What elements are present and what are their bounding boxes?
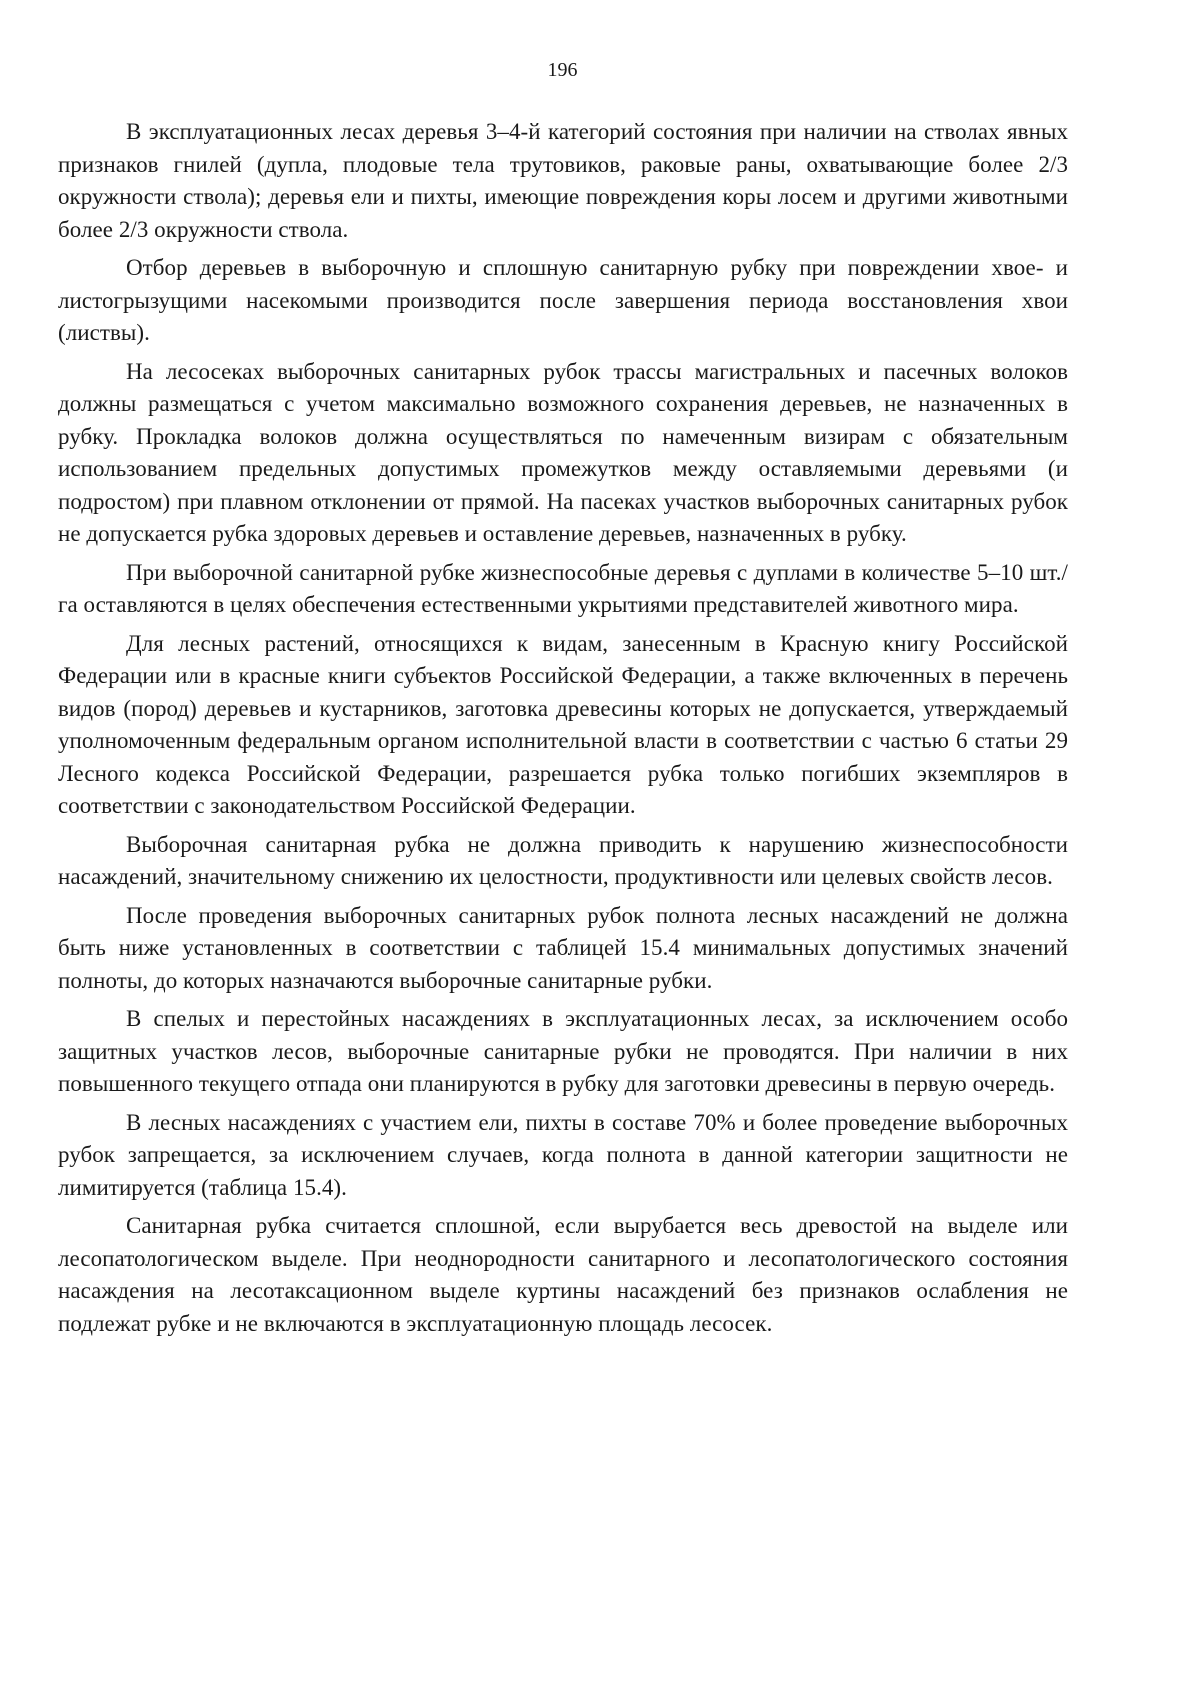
- paragraph: В спелых и перестойных насаждениях в эксплуатационных лесах, за исключением особо защитных участков лесов, выборочные санитарные рубки не проводятся. При наличии в них повышенного текущего отпада они планируются в рубку для заготовки древесины в первую очередь.: [58, 1006, 1068, 1096]
- page-number: 196: [547, 59, 578, 81]
- paragraph: После проведения выборочных санитарных рубок полнота лесных насаждений не должна быть ниже установленных в соответствии с таблицей 15.4 минимальных допустимых значений полноты, до которых назначаются выборочные санитарные рубки.: [58, 902, 1068, 993]
- paragraph: При выборочной санитарной рубке жизнеспособные деревья с дуплами в количестве 5–10 шт./га оставляются в целях обеспечения естественными укрытиями представителей животного мира.: [58, 559, 1068, 617]
- paragraph: Выборочная санитарная рубка не должна приводить к нарушению жизнеспособности насаждений, значительному снижению их целостности, продуктивности или целевых свойств лесов.: [58, 831, 1068, 889]
- paragraph: В эксплуатационных лесах деревья 3–4-й категорий состояния при наличии на стволах явных признаков гнилей (дупла, плодовые тела трутовиков, раковые раны, охватывающие более 2/3 окружности ствола); деревья ели и пихты, имеющие повреждения коры лосем и другими животными более 2/3 окружности ствола.: [58, 119, 1068, 242]
- paragraph: В лесных насаждениях с участием ели, пихты в составе 70% и более проведение выборочных рубок запрещается, за исключением случаев, когда полнота в данной категории защитности не лимитируется (таблица 15.4).: [58, 1109, 1068, 1200]
- paragraph: Для лесных растений, относящихся к видам, занесенным в Красную книгу Российской Федерации или в красные книги субъектов Российской Федерации, а также включенных в перечень видов (пород) деревьев и кустарников, заготовка древесины которых не допускается, утверждаемый уполномоченным федеральным органом исполнительной власти в соответствии с частью 6 статьи 29 Лесного кодекса Российской Федерации, разрешается рубка только погибших экземпляров в соответствии с законодательством Российской Федерации.: [58, 630, 1068, 818]
- paragraph: Санитарная рубка считается сплошной, если вырубается весь древостой на выделе или лесопатологическом выделе. При неоднородности санитарного и лесопатологического состояния насаждения на лесотаксационном выделе куртины насаждений без признаков ослабления не подлежат рубке и не включаются в эксплуатационную площадь лесосек.: [58, 1213, 1068, 1336]
- paragraph: Отбор деревьев в выборочную и сплошную санитарную рубку при повреждении хвое- и листогрызущими насекомыми производится после завершения периода восстановления хвои (листвы).: [58, 255, 1068, 345]
- page-body: [58, 116, 1068, 1346]
- paragraph: На лесосеках выборочных санитарных рубок трассы магистральных и пасечных волоков должны размещаться с учетом максимально возможного сохранения деревьев, не назначенных в рубку. Прокладка волоков должна осуществляться по намеченным визирам с обязательным использованием предельных допустимых промежутков между оставляемыми деревьями (и подростом) при плавном отклонении от прямой. На пасеках участков выборочных санитарных рубок не допускается рубка здоровых деревьев и оставление деревьев, назначенных в рубку.: [58, 358, 1068, 546]
